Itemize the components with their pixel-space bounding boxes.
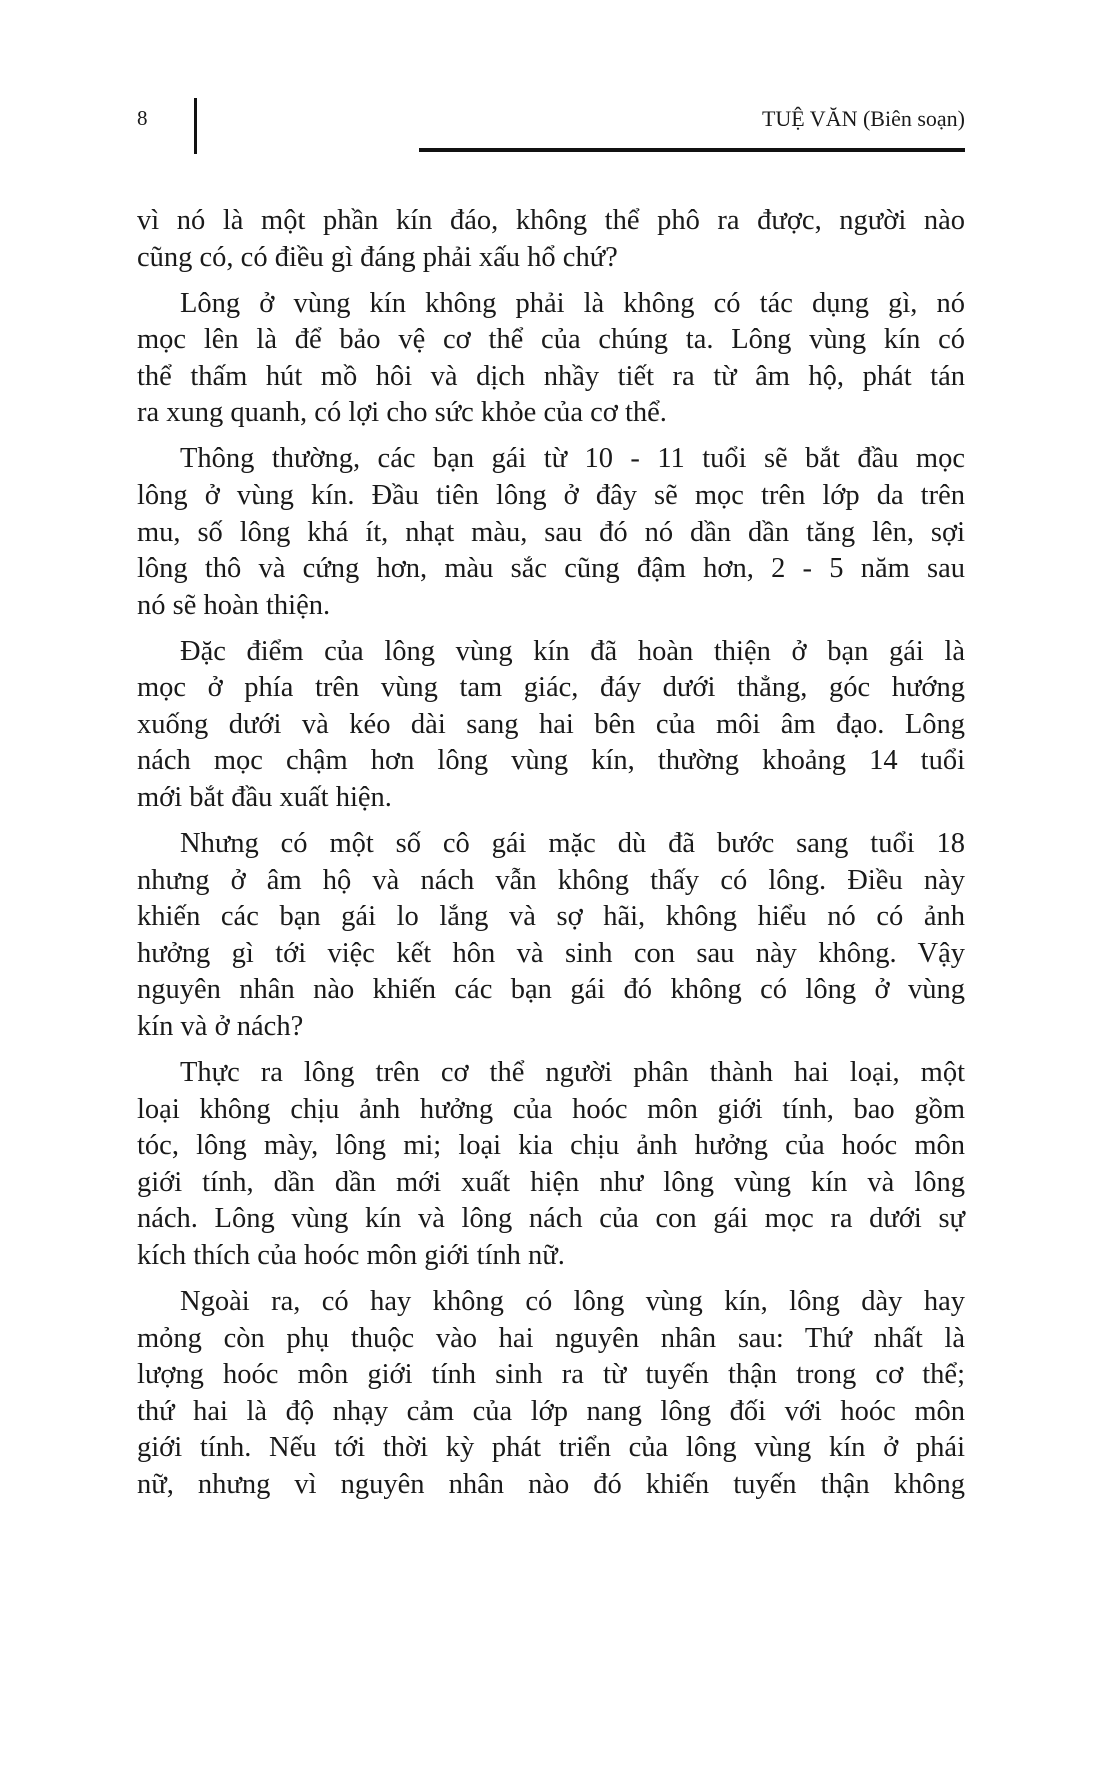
page-number: 8 bbox=[137, 106, 148, 130]
text-line: tóc, lông mày, lông mi; loại kia chịu ảnh hưởng của hoóc môn bbox=[137, 1130, 965, 1162]
text-line: thứ hai là độ nhạy cảm của lớp nang lông đối với hoóc môn bbox=[137, 1395, 965, 1427]
text-line: Nhưng có một số cô gái mặc dù đã bước sang tuổi 18 bbox=[180, 828, 965, 860]
text-line: lông ở vùng kín. Đầu tiên lông ở đây sẽ mọc trên lớp da trên bbox=[137, 479, 965, 511]
paragraph bbox=[137, 1284, 965, 1504]
text-line: mọc lên là để bảo vệ cơ thể của chúng ta. Lông vùng kín có bbox=[137, 324, 965, 356]
text-line: xuống dưới và kéo dài sang hai bên của môi âm đạo. Lông bbox=[137, 708, 965, 740]
paragraph bbox=[137, 1055, 965, 1275]
running-head: TUỆ VĂN (Biên soạn) bbox=[761, 106, 965, 131]
text-line: ra xung quanh, có lợi cho sức khỏe của cơ thể. bbox=[137, 397, 667, 429]
text-line: mới bắt đầu xuất hiện. bbox=[137, 782, 392, 814]
text-line: nữ, nhưng vì nguyên nhân nào đó khiến tuyến thận không bbox=[137, 1468, 965, 1500]
text-line: hưởng gì tới việc kết hôn và sinh con sau này không. Vậy bbox=[137, 937, 965, 969]
paragraph bbox=[137, 203, 965, 276]
text-line: nhưng ở âm hộ và nách vẫn không thấy có lông. Điều này bbox=[137, 864, 965, 896]
text-line: Lông ở vùng kín không phải là không có tác dụng gì, nó bbox=[180, 287, 965, 319]
text-line: giới tính, dần dần mới xuất hiện như lông vùng kín và lông bbox=[137, 1166, 965, 1198]
text-line: Thực ra lông trên cơ thể người phân thành hai loại, một bbox=[180, 1057, 965, 1089]
text-line: kích thích của hoóc môn giới tính nữ. bbox=[137, 1239, 565, 1271]
text-line: Thông thường, các bạn gái từ 10 - 11 tuổi sẽ bắt đầu mọc bbox=[180, 443, 965, 475]
text-line: nguyên nhân nào khiến các bạn gái đó không có lông ở vùng bbox=[137, 974, 965, 1006]
paragraph bbox=[137, 286, 965, 432]
text-line: loại không chịu ảnh hưởng của hoóc môn giới tính, bao gồm bbox=[137, 1093, 965, 1125]
header-vertical-rule bbox=[194, 98, 197, 154]
text-line: Đặc điểm của lông vùng kín đã hoàn thiện ở bạn gái là bbox=[180, 635, 965, 667]
text-line: khiến các bạn gái lo lắng và sợ hãi, không hiểu nó có ảnh bbox=[137, 901, 965, 933]
text-line: nách mọc chậm hơn lông vùng kín, thường khoảng 14 tuổi bbox=[137, 745, 965, 777]
paragraph bbox=[137, 441, 965, 624]
text-line: mọc ở phía trên vùng tam giác, đáy dưới thẳng, góc hướng bbox=[137, 672, 965, 704]
header-horizontal-rule bbox=[419, 148, 965, 152]
text-line: lượng hoóc môn giới tính sinh ra từ tuyến thận trong cơ thể; bbox=[137, 1359, 965, 1391]
text-line: vì nó là một phần kín đáo, không thể phô ra được, người nào bbox=[137, 205, 965, 236]
text-line: nó sẽ hoàn thiện. bbox=[137, 589, 331, 621]
text-line: mu, số lông khá ít, nhạt màu, sau đó nó dần dần tăng lên, sợi bbox=[137, 516, 965, 548]
text-line: mỏng còn phụ thuộc vào hai nguyên nhân sau: Thứ nhất là bbox=[137, 1322, 965, 1354]
paragraph bbox=[137, 826, 965, 1046]
text-line: kín và ở nách? bbox=[137, 1011, 304, 1043]
text-line: nách. Lông vùng kín và lông nách của con gái mọc ra dưới sự bbox=[137, 1203, 965, 1235]
text-line: lông thô và cứng hơn, màu sắc cũng đậm hơn, 2 - 5 năm sau bbox=[137, 553, 965, 585]
paragraph bbox=[137, 634, 965, 817]
text-line: Ngoài ra, có hay không có lông vùng kín, lông dày hay bbox=[180, 1285, 965, 1317]
text-line: thể thấm hút mồ hôi và dịch nhầy tiết ra từ âm hộ, phát tán bbox=[137, 360, 965, 392]
text-line: cũng có, có điều gì đáng phải xấu hổ chứ? bbox=[137, 241, 618, 273]
body-text bbox=[137, 203, 965, 1513]
text-line: giới tính. Nếu tới thời kỳ phát triển của lông vùng kín ở phái bbox=[137, 1432, 965, 1464]
